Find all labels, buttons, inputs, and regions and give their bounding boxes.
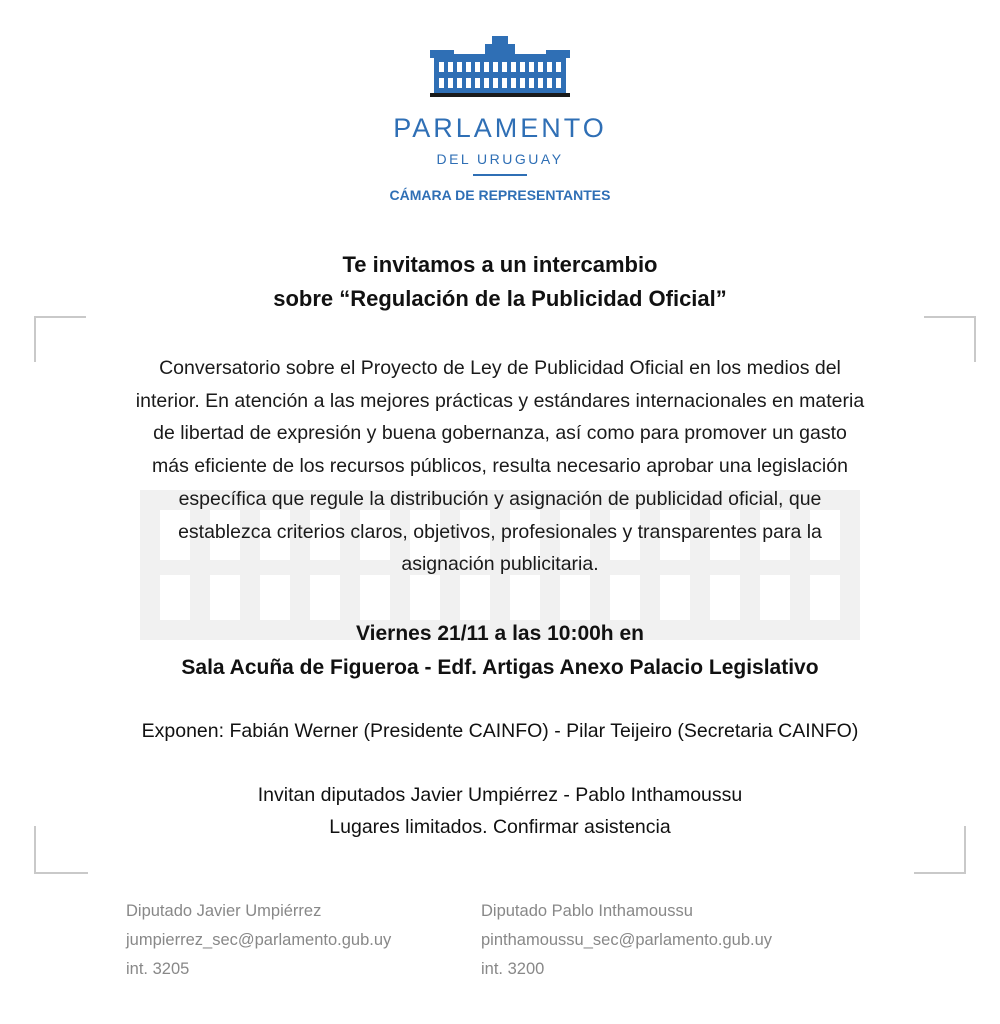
contact-extension: int. 3200 — [481, 960, 545, 978]
speakers: Exponen: Fabián Werner (Presidente CAINFO) - Pilar Teijeiro (Secretaria CAINFO) — [141, 720, 859, 742]
title-line-1: Te invitamos a un intercambio — [342, 252, 658, 277]
invitation-hosts: Invitan diputados Javier Umpiérrez - Pablo Inthamoussu — [257, 784, 743, 806]
frame-corner-bottom-left — [34, 826, 88, 874]
description-line: específica que regule la distribución y asignación de publicidad oficial, que — [178, 487, 822, 510]
contact-card — [481, 897, 772, 984]
description-line: interior. En atención a las mejores prácticas y estándares internacionales en materia — [135, 389, 865, 412]
invitation-title — [100, 248, 900, 316]
invitation-note: Lugares limitados. Confirmar asistencia — [329, 816, 671, 838]
logo-chamber: CÁMARA DE REPRESENTANTES — [389, 187, 611, 203]
parliament-logo — [300, 36, 700, 206]
logo-title: PARLAMENTO — [393, 113, 607, 143]
event-details — [60, 617, 940, 685]
parliament-building-icon — [430, 36, 570, 100]
logo-subtitle: DEL URUGUAY — [436, 151, 564, 167]
contact-name: Diputado Pablo Inthamoussu — [481, 902, 693, 920]
description-line: establezca criterios claros, objetivos, profesionales y transparentes para la — [178, 520, 822, 543]
contact-name: Diputado Javier Umpiérrez — [126, 902, 322, 920]
description-line: de libertad de expresión y buena gobernanza, así como para promover un gasto — [153, 422, 847, 445]
description-line: Conversatorio sobre el Proyecto de Ley de Publicidad Oficial en los medios del — [159, 357, 841, 379]
contact-email: pinthamoussu_sec@parlamento.gub.uy — [481, 931, 773, 949]
event-place: Sala Acuña de Figueroa - Edf. Artigas Anexo Palacio Legislativo — [181, 656, 819, 679]
contact-email: jumpierrez_sec@parlamento.gub.uy — [126, 931, 392, 949]
contact-extension: int. 3205 — [126, 960, 190, 978]
title-line-2: sobre “Regulación de la Publicidad Oficial” — [273, 286, 727, 311]
description-line: asignación publicitaria. — [401, 553, 599, 576]
frame-corner-bottom-right — [914, 826, 966, 874]
contact-card — [126, 897, 391, 984]
description-paragraph — [45, 352, 955, 581]
event-date: Viernes 21/11 a las 10:00h en — [356, 622, 644, 645]
invitation-info — [100, 779, 900, 843]
logo-divider — [473, 174, 527, 176]
description-line: más eficiente de los recursos públicos, resulta necesario aprobar una legislación — [152, 455, 848, 478]
